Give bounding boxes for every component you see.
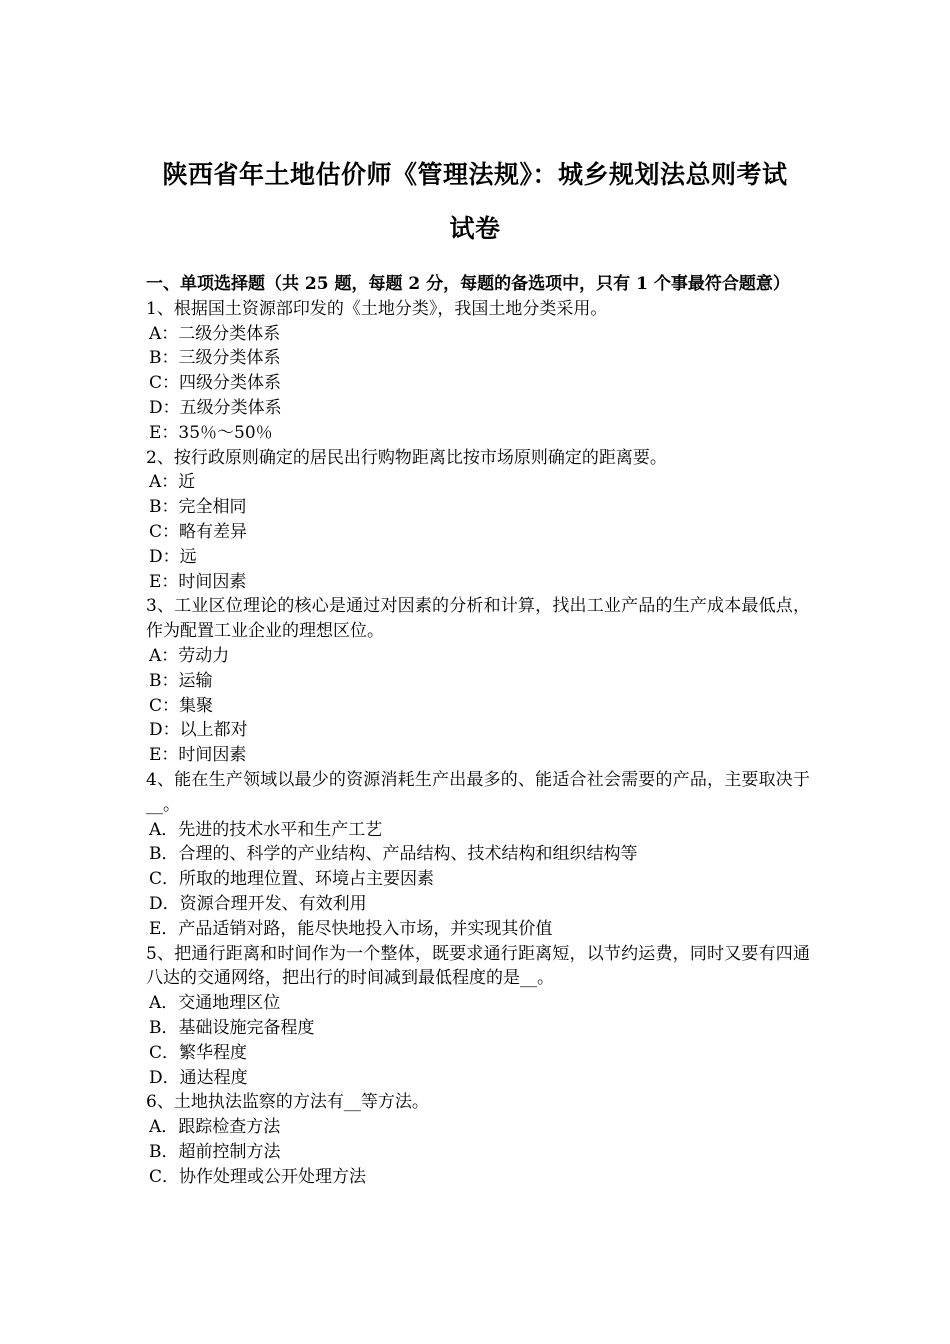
option-a: A．跟踪检查方法: [149, 1117, 281, 1138]
question-block: [146, 768, 810, 942]
question-block: [146, 1090, 810, 1189]
option-c: C：略有差异: [149, 521, 248, 542]
question-text: 6、土地执法监察的方法有__等方法。: [146, 1092, 429, 1113]
option-c: C．协作处理或公开处理方法: [149, 1166, 367, 1187]
option-b: B：运输: [149, 670, 213, 691]
option-d: D．通达程度: [149, 1067, 248, 1088]
option-e: E：时间因素: [149, 571, 247, 592]
option-c: C：四级分类体系: [149, 373, 282, 394]
option-b: B．合理的、科学的产业结构、产品结构、技术结构和组织结构等: [149, 844, 638, 865]
question-text: 2、按行政原则确定的居民出行购物距离比按市场原则确定的距离要。: [146, 447, 667, 468]
option-a: A：近: [149, 472, 196, 493]
title-line-1: 陕西省年土地估价师《管理法规》：城乡规划法总则考试: [162, 160, 788, 189]
option-c: C．所取的地理位置、环境占主要因素: [149, 869, 435, 890]
option-c: C．繁华程度: [149, 1042, 248, 1063]
option-e: E：时间因素: [149, 745, 247, 766]
option-e: E：35％～50％: [149, 422, 273, 443]
question-text: 4、能在生产领域以最少的资源消耗生产出最多的、能适合社会需要的产品，主要取决于__。: [146, 769, 810, 815]
question-block: [146, 446, 810, 595]
option-a: A：劳动力: [149, 645, 230, 666]
option-d: D：五级分类体系: [149, 397, 282, 418]
option-d: D：远: [149, 546, 197, 567]
document-title: [140, 148, 810, 256]
option-a: A：二级分类体系: [149, 323, 281, 344]
option-d: D．资源合理开发、有效利用: [149, 893, 367, 914]
option-b: B．基础设施完备程度: [149, 1017, 315, 1038]
option-e: E．产品适销对路，能尽快地投入市场，并实现其价值: [149, 918, 553, 939]
option-b: B：完全相同: [149, 497, 247, 518]
option-b: B：三级分类体系: [149, 348, 281, 369]
document-body: [146, 272, 810, 1189]
option-d: D：以上都对: [149, 720, 248, 741]
question-text: 1、根据国土资源部印发的《土地分类》，我国土地分类采用。: [146, 298, 608, 319]
question-text: 3、工业区位理论的核心是通过对因素的分析和计算，找出工业产品的生产成本最低点，作为配置工业企业的理想区位。: [146, 596, 810, 642]
option-a: A．交通地理区位: [149, 993, 281, 1014]
question-block: [146, 594, 810, 768]
option-a: A．先进的技术水平和生产工艺: [149, 819, 383, 840]
question-block: [146, 297, 810, 446]
title-line-2: 试卷: [449, 214, 501, 243]
section-heading: 一、单项选择题（共 25 题，每题 2 分，每题的备选项中，只有 1 个事最符合题意）: [146, 274, 790, 294]
question-text: 5、把通行距离和时间作为一个整体，既要求通行距离短，以节约运费，同时又要有四通八达的交通网络，把出行的时间减到最低程度的是__。: [146, 943, 810, 989]
option-b: B．超前控制方法: [149, 1141, 281, 1162]
question-block: [146, 942, 810, 1091]
option-c: C：集聚: [149, 695, 214, 716]
